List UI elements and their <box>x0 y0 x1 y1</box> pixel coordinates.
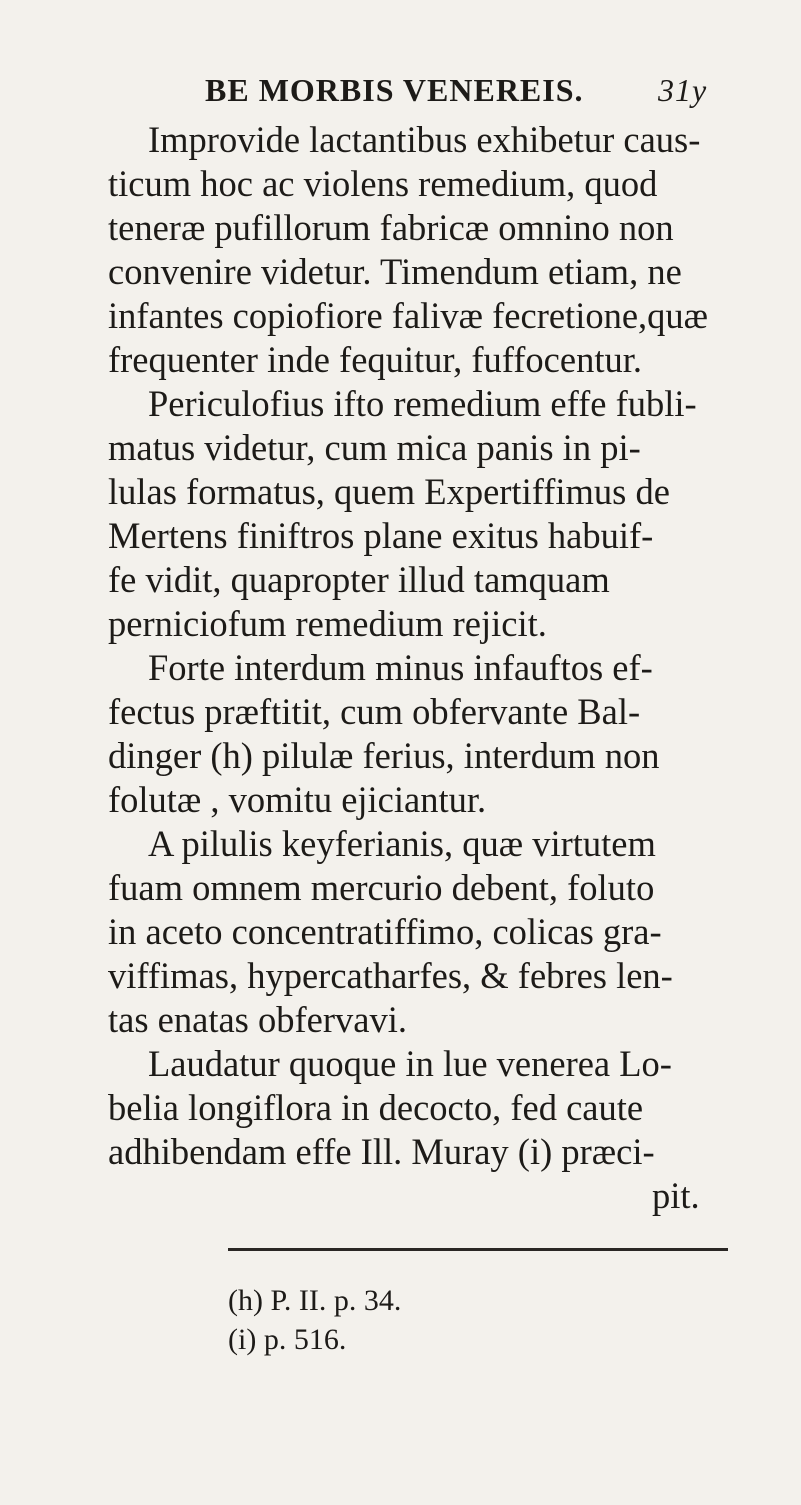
text-line: Forte interdum minus infauftos ef- <box>148 647 653 688</box>
footnote-rule <box>228 1248 728 1251</box>
text-line: Mertens finiftros plane exitus habuif- <box>108 515 654 556</box>
text-line: adhibendam effe Ill. Muray (i) præci- <box>108 1131 655 1172</box>
text-line: dinger (h) pilulæ ferius, interdum non <box>108 735 660 776</box>
footnote-h: (h) P. II. p. 34. <box>228 1284 402 1317</box>
text-line: infantes copiofiore falivæ fecretione,quæ <box>108 295 709 336</box>
text-line: fectus præftitit, cum obfervante Bal- <box>108 691 641 732</box>
text-line: ticum hoc ac violens remedium, quod <box>108 163 658 204</box>
text-line: viffimas, hypercatharfes, & febres len- <box>108 955 673 996</box>
footnote-i: (i) p. 516. <box>228 1323 347 1356</box>
text-line: in aceto concentratiffimo, colicas gra- <box>108 911 662 952</box>
text-line: A pilulis keyferianis, quæ virtutem <box>148 823 656 864</box>
text-line: fe vidit, quapropter illud tamquam <box>108 559 610 600</box>
running-head-title: BE MORBIS VENEREIS. <box>205 72 584 108</box>
page-number: 31y <box>658 72 708 108</box>
text-line: fuam omnem mercurio debent, foluto <box>108 867 655 908</box>
text-line: tas enatas obfervavi. <box>108 999 407 1040</box>
text-line: convenire videtur. Timendum etiam, ne <box>108 251 682 292</box>
text-line: lulas formatus, quem Expertiffimus de <box>108 471 670 512</box>
running-head <box>205 72 708 109</box>
text-line: perniciofum remedium rejicit. <box>108 603 547 644</box>
text-line: frequenter inde fequitur, fuffocentur. <box>108 339 642 380</box>
text-line: Periculofius ifto remedium effe fubli- <box>148 383 697 424</box>
text-line: matus videtur, cum mica panis in pi- <box>108 427 641 468</box>
text-line: teneræ pufillorum fabricæ omnino non <box>108 207 674 248</box>
text-line: pit. <box>652 1175 700 1216</box>
text-line: folutæ , vomitu ejiciantur. <box>108 779 487 820</box>
text-line: Laudatur quoque in lue venerea Lo- <box>148 1043 672 1084</box>
text-line: belia longiflora in decocto, fed caute <box>108 1087 644 1128</box>
text-line: Improvide lactantibus exhibetur caus- <box>148 119 701 160</box>
